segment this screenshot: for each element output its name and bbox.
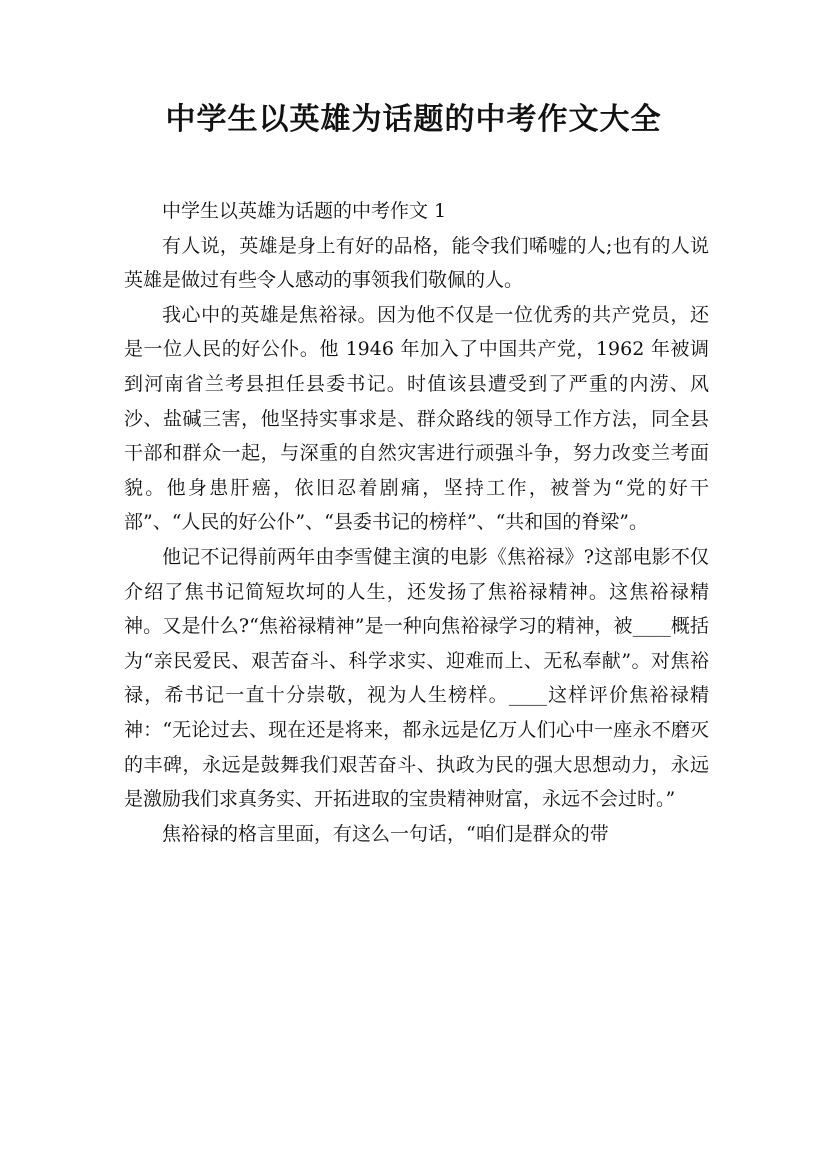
- paragraph-2: 我心中的英雄是焦裕禄。因为他不仅是一位优秀的共产党员，还是一位人民的好公仆。他 1946 年加入了中国共产党，1962 年被调到河南省兰考县担任县委书记。时值该县遭受到了严重的内涝、风沙、盐碱三害，他坚持实事求是、群众路线的领导工作方法，同全县干部和群众一起，与深重的自然灾害进行顽强斗争，努力改变兰考面貌。他身患肝癌，依旧忍着剧痛，坚持工作，被誉为“党的好干部”、“人民的好公仆”、“县委书记的榜样”、“共和国的脊梁”。: [124, 303, 709, 534]
- paragraph-1: 有人说，英雄是身上有好的品格，能令我们唏嘘的人;也有的人说英雄是做过有些令人感动的事领我们敬佩的人。: [124, 234, 709, 292]
- paragraph-3: 他记不记得前两年由李雪健主演的电影《焦裕禄》?这部电影不仅介绍了焦书记简短坎坷的人生，还发扬了焦裕禄精神。这焦裕禄精神。又是什么?“焦裕禄精神”是一种向焦裕禄学习的精神，被____概括为“亲民爱民、艰苦奋斗、科学求实、迎难而上、无私奉献”。对焦裕禄，希书记一直十分崇敬，视为人生榜样。____这样评价焦裕禄精神：“无论过去、现在还是将来，都永远是亿万人们心中一座永不磨灭的丰碑，永远是鼓舞我们艰苦奋斗、执政为民的强大思想动力，永远是激励我们求真务实、开拓进取的宝贵精神财富，永远不会过时。”: [124, 545, 709, 811]
- essay-subheading: 中学生以英雄为话题的中考作文 1: [162, 200, 447, 222]
- document-body: [124, 194, 709, 851]
- document-title: 中学生以英雄为话题的中考作文大全: [165, 102, 662, 137]
- paragraph-4: 焦裕禄的格言里面，有这么一句话，“咱们是群众的带: [162, 822, 609, 845]
